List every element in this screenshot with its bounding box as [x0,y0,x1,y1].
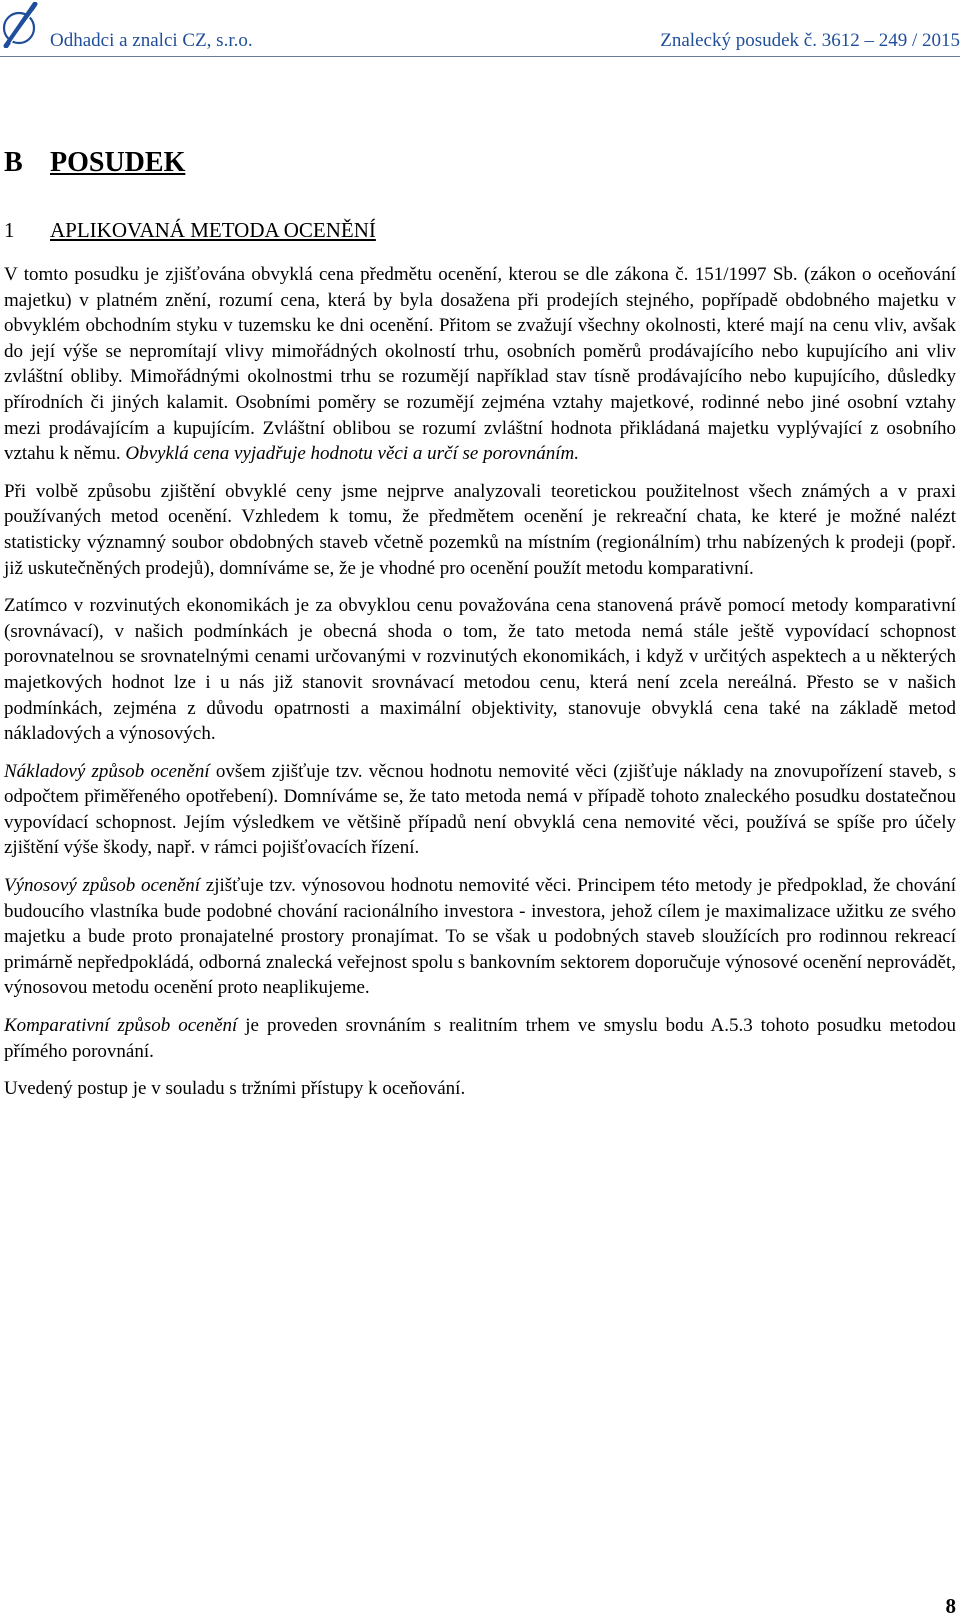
company-logo-icon [2,2,38,48]
comparative-method-label: Komparativní způsob ocenění [4,1015,238,1037]
section-heading [4,147,185,179]
page-number: 8 [945,1594,956,1618]
paragraph-income-method [4,873,956,1001]
paragraph-method-choice: Při volbě způsobu zjištění obvyklé ceny jsme nejprve analyzovali teoretickou použitelnost všech známých a v praxi používaných metod ocenění. Vzhledem k tomu, že předmětem ocenění je rekreační chata, ke které je možné nalézt statisticky významný soubor obdobných staveb včetně pozemků na místním (regionálním) trhu nabízených k prodeji (popř. již uskutečněných prodejů), domníváme se, že je vhodné pro ocenění použít metodu komparativní. [4,480,956,579]
subsection-title: APLIKOVANÁ METODA OCENĚNÍ [50,218,376,242]
paragraph-economies: Zatímco v rozvinutých ekonomikách je za obvyklou cenu považována cena stanovená právě pomocí metody komparativní (srovnávací), v našich podmínkách je obecná shoda o tom, že tato metoda nemá stále ještě vypovídací schopnost porovnatelnou se srovnatelnými cenami určovanými v rozvinutých ekonomikách, i když v určitých aspektech a u některých majetkových hodnot lze i u nás již stanovit srovnávací metodou cenu, která není zcela nereálná. Přesto se v našich podmínkách, zejména z důvodu opatrnosti a maximální objektivity, stanovuje obvyklá cena také na základě metod nákladových a výnosových. [4,595,956,745]
document-body [4,262,956,1114]
income-method-text: zjišťuje tzv. výnosovou hodnotu nemovité věci. Principem této metody je předpoklad, že chování budoucího vlastníka bude podobné chování racionálního investora - investora, jehož cílem je maximalizace užitku ze svého majetku a bude proto pronajatelné prostory pronajímat. To se však u podobných staveb sloužících pro rodinnou rekreací primárně nepředpokládá, odborná znalecká veřejnost spolu s bankovním sektorem doporučuje výnosové ocenění neprovádět, výnosovou metodu ocenění proto neaplikujeme. [4,875,956,999]
section-number: B [4,147,23,178]
paragraph-conclusion: Uvedený postup je v souladu s tržními přístupy k oceňování. [4,1078,466,1100]
subsection-number: 1 [4,218,15,242]
paragraph-definition-italic: Obvyklá cena vyjadřuje hodnotu věci a určí se porovnáním. [125,443,579,465]
comparative-method-text: je proveden srovnáním s realitním trhem ve smyslu bodu A.5.3 tohoto posudku metodou přímého porovnání. [4,1015,956,1062]
income-method-label: Výnosový způsob ocenění [4,875,201,897]
report-number: Znalecký posudek č. 3612 – 249 / 2015 [660,30,960,51]
company-name: Odhadci a znalci CZ, s.r.o. [50,30,253,51]
paragraph-comparative-method [4,1013,956,1064]
header-divider [0,56,960,57]
page-header [0,0,960,58]
subsection-heading [4,218,376,243]
cost-method-text: ovšem zjišťuje tzv. věcnou hodnotu nemovité věci (zjišťuje náklady na znovupořízení staveb, s odpočtem přiměřeného opotřebení). Domníváme se, že tato metoda nemá v případě tohoto znaleckého posudku dostatečnou vypovídací schopnost. Jejím výsledkem ve většině případů není obvyklá cena nemovité věci, používá se spíše pro účely zjištění výše škody, např. v rámci pojišťovacích řízení. [4,760,956,859]
section-title: POSUDEK [50,147,186,178]
cost-method-label: Nákladový způsob ocenění [4,760,210,782]
paragraph-definition-text: V tomto posudku je zjišťována obvyklá cena předmětu ocenění, kterou se dle zákona č. 151/1997 Sb. (zákon o oceňování majetku) v platném znění, rozumí cena, která by byla dosažena při prodejích stejného, popřípadě obdobného majetku v obvyklém obchodním styku v tuzemsku ke dni ocenění. Přitom se zvažují všechny okolnosti, které mají na cenu vliv, avšak do její výše se nepromítají vlivy mimořádných okolností trhu, osobních poměrů prodávajícího nebo kupujícího ani vliv zvláštní obliby. Mimořádnými okolnostmi trhu se rozumějí například stav tísně prodávajícího nebo kupujícího, důsledky přírodních či jiných kalamit. Osobními poměry se rozumějí zejména vztahy majetkové, rodinné nebo jiné osobní vztahy mezi prodávajícím a kupujícím. Zvláštní oblibou se rozumí zvláštní hodnota přikládaná majetku vyplývající z osobního vztahu k němu. [4,264,956,465]
paragraph-cost-method [4,759,956,861]
paragraph-definition [4,262,956,467]
